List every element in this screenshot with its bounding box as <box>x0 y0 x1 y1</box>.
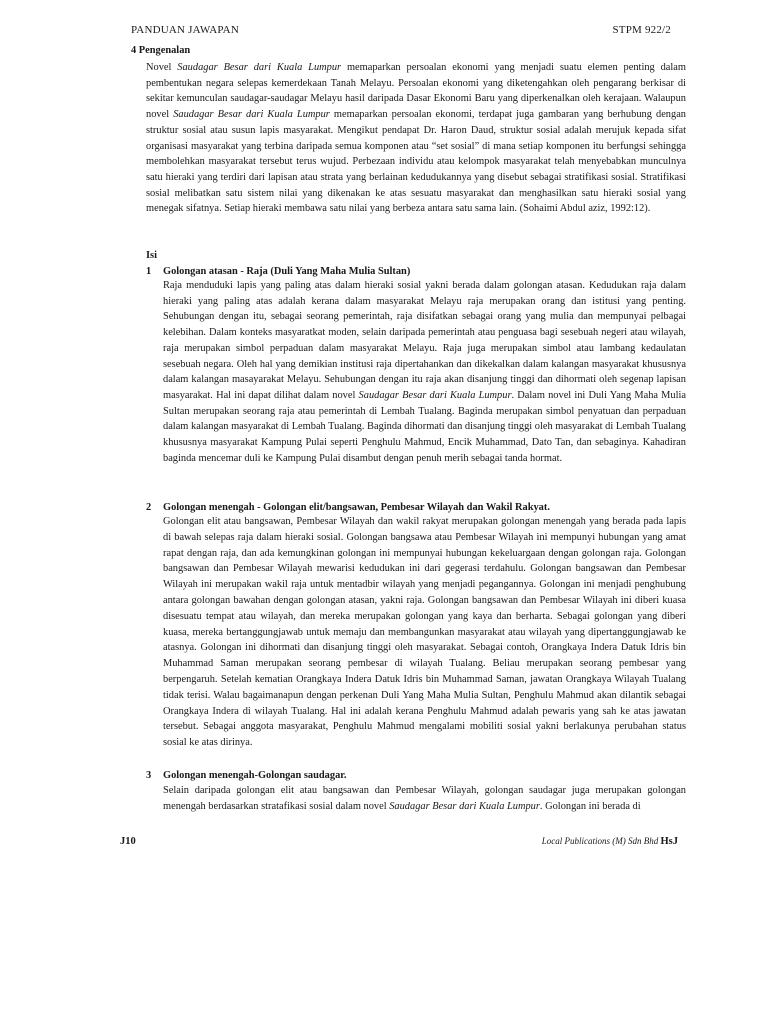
section-1-paragraph: Raja menduduki lapis yang paling atas dalam hieraki sosial yakni berada dalam golongan atasan. Kedudukan raja dalam hieraki yang paling atas adalah kerana dalam masyarakat Melayu raja merupakan orang dan istitusi yang penting. Sehubungan dengan itu, sebagai seorang pemerintah, raja disifatkan sebagai orang yang mulia dan mempunyai pelbagai kelebihan. Dalam konteks masyaratkat moden, selain daripada pemerintah atau penguasa bagi sesebuah negeri atau wilayah, raja merupakan simbol perpaduan dalam masyarakat Melayu. Raja juga merupakan simbol atau lambang kedaulatan sesebuah negara. Oleh hal yang demikian institusi raja dipertahankan dan dikekalkan dalam kalangan masyarakat khususnya dalam kalangan masayarakat Melayu. Sehubungan dengan itu raja akan disanjung tinggi dan dihormati oleh segenap lapisan masyarakat. Hal ini dapat dilihat dalam novel Saudagar Besar dari Kuala Lumpur. Dalam novel ini Duli Yang Maha Mulia Sultan merupakan seorang raja atau pemerintah di Lembah Tualang. Baginda merupakan simbol penyatuan dan perpaduan dalam kalangan masyarakat di Lembah Tualang. Baginda dihormati dan disanjung tinggi oleh masyarakat di Lembah Tualang khususnya masyarakat Kampung Pulai seperti Penghulu Mahmud, Encik Muhammad, Dato Tan, dan sebaginya. Kahadiran baginda mencemar duli ke Kampung Pulai disambut dengan penuh merih sebagai tanda hormat. <box>163 280 686 464</box>
publisher-mark: HsJ <box>660 836 678 847</box>
novel-title: Saudagar Besar dari Kuala Lumpur <box>173 109 330 121</box>
section-2-number: 2 <box>146 502 152 513</box>
novel-title: Saudagar Besar dari Kuala Lumpur <box>389 800 540 812</box>
section-1-heading <box>146 264 410 279</box>
section-3-heading <box>146 768 347 783</box>
isi-heading: Isi <box>146 250 157 261</box>
section-3-number: 3 <box>146 770 152 781</box>
header-left: PANDUAN JAWAPAN <box>131 24 239 36</box>
section-2-heading <box>146 500 550 515</box>
novel-title: Saudagar Besar dari Kuala Lumpur <box>358 389 512 401</box>
section-1-number: 1 <box>146 266 152 277</box>
intro-paragraph: Novel Saudagar Besar dari Kuala Lumpur memaparkan persoalan ekonomi yang menjadi suatu elemen penting dalam pembentukan negara selepas kemerdekaan Tanah Melayu. Persoalan ekonomi yang diketengahkan oleh pengarang berkisar di sekitar kemunculan saudagar-saudagar Melayu hasil daripada Dasar Ekonomi Baru yang diperkenalkan oleh kerajaan. Walaupun novel Saudagar Besar dari Kuala Lumpur memaparkan persoalan ekonomi, terdapat juga gambaran yang berhubung dengan struktur sosial atau susun lapis masyarakat. Mengikut pendapat Dr. Haron Daud, struktur sosial adalah merujuk kepada sifat organisasi masyarakat yang terbina daripada semua komponen atau “set sosial” di mana setiap komponen itu berfungsi sehingga membolehkan masyarakat tersebut terus wujud. Perbezaan individu atau kelompok masyarakat telah menyebabkan munculnya satu hieraki yang terdiri dari lapisan atau strata yang berlainan kedudukannya yang disebut sebagai stratifikasi sosial. Stratifikasi sosial melibatkan satu sistem nilai yang dikenakan ke atas sesuatu masyarakat dan menghasilkan satu hieraki sosial yang menegak sifatnya. Setiap hieraki membawa satu nilai yang berbeza antara satu sama lain. (Sohaimi Abdul aziz, 1992:12). <box>146 62 687 215</box>
intro-heading: 4 Pengenalan <box>131 45 191 56</box>
publisher-footer <box>542 836 678 847</box>
novel-title: Saudagar Besar dari Kuala Lumpur <box>177 62 342 73</box>
section-2-title: Golongan menengah - Golongan elit/bangsawan, Pembesar Wilayah dan Wakil Rakyat. <box>163 502 550 513</box>
section-3-paragraph: Selain daripada golongan elit atau bangsawan dan Pembesar Wilayah, golongan saudagar juga merupakan golongan menengah berdasarkan stratafikasi sosial dalam novel Saudagar Besar dari Kuala Lumpur. Golongan ini berada di <box>163 785 686 812</box>
publisher-name: Local Publications (M) Sdn Bhd <box>541 836 659 846</box>
page-code: J10 <box>120 836 136 847</box>
section-3-title: Golongan menengah-Golongan saudagar. <box>163 770 347 781</box>
section-1-title: Golongan atasan - Raja (Duli Yang Maha Mulia Sultan) <box>163 266 411 277</box>
section-2-paragraph: Golongan elit atau bangsawan, Pembesar Wilayah dan wakil rakyat merupakan golongan menengah yang berada pada lapis di bawah selepas raja dalam hieraki sosial. Golongan bangsawa atau Pembesar Wilayah ini mempunyi hubungan yang amat rapat dengan raja, dan ada kemungkinan golongan ini mempunyai hubungan kekeluargaan dengan golongan raja. Golongan bangsawan dan Pembesar Wilayah mewarisi kedudukan ini dari gegerasi terdahulu. Golongan bangsawan dan Pembesar Wilayah ini merupakan wakil raja untuk mentadbir wilayah yang menjadi pegangannya. Golongan ini menjadi penghubung antara golongan bawahan dengan golongan atasan, yakni raja. Golongan bangsawan dan Pembesar Wilayah ini diberi kuasa disesuatu tempat atau wilayah, dan mereka merupakan golongan yang kaya dan berharta. Sebagai golongan yang diberi kuasa, mereka bertanggungjawab untuk memaju dan membangunkan masyarakat atau wilayah yang dipertanggungjawab ke atasnya. Golongan ini dihormati dan disanjung tinggi oleh masyarakat. Sebagai contoh, Orangkaya Indera Datuk Idris bin Muhammad Saman merupakan seorang pembesar di wilayah Tualang. Beliau merupakan seorang pembesar yang berpengaruh. Setelah kematian Orangkaya Indera Datuk Idris bin Muhammad Saman, jawatan Orangkaya Wilayah Tualang tidak terisi. Walau bagaimanapun dengan perkenan Duli Yang Maha Mulia Sultan, Penghulu Mahmud akan dilantik sebagai Orangkaya Indera di wilayah Tualang. Hal ini adalah kerana Penghulu Mahmud adalah pewaris yang sah ke atas jawatan tersebut. Sebagai anggota masyarakat, Penghulu Mahmud mengalami mobiliti sosial yakni berlakunya perubahan status sosial ke atas dirinya. <box>163 516 686 749</box>
header-right: STPM 922/2 <box>612 24 671 36</box>
